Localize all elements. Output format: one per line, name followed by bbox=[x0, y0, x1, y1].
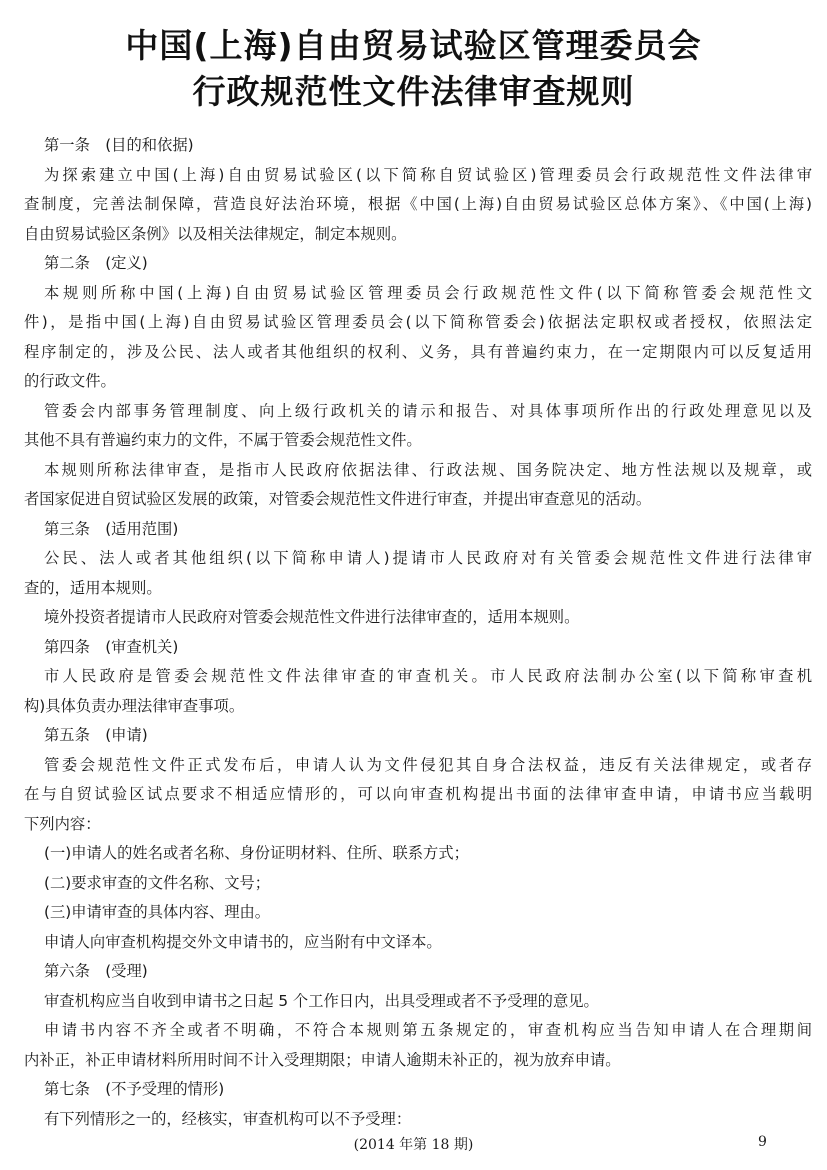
body-text-line: 管委会规范性文件正式发布后，申请人认为文件侵犯其自身合法权益，违反有关法律规定，或者存 bbox=[44, 755, 812, 774]
body-text-line: 件)，是指中国(上海)自由贸易试验区管理委员会(以下简称管委会)依据法定职权或者授权，依照法定 bbox=[24, 313, 812, 331]
body-text-line: 构)具体负责办理法律审查事项。 bbox=[24, 696, 245, 715]
body-text-line: (三)申请审查的具体内容、理由。 bbox=[44, 903, 271, 921]
body-text-line: 查制度，完善法制保障，营造良好法治环境，根据《中国(上海)自由贸易试验区总体方案》、《中国(上海) bbox=[24, 195, 812, 213]
article-heading: 第一条 (目的和依据) bbox=[44, 136, 194, 154]
body-text-line: 申请人向审查机构提交外文申请书的，应当附有中文译本。 bbox=[44, 932, 442, 951]
body-text-line: 公民、法人或者其他组织(以下简称申请人)提请市人民政府对有关管委会规范性文件进行法律审 bbox=[44, 549, 812, 567]
body-text-line: 者国家促进自贸试验区发展的政策，对管委会规范性文件进行审查，并提出审查意见的活动。 bbox=[24, 490, 652, 508]
body-text-line: 查的，适用本规则。 bbox=[24, 578, 162, 597]
body-text-line: 管委会内部事务管理制度、向上级行政机关的请示和报告、对具体事项所作出的行政处理意见以及 bbox=[44, 401, 812, 420]
body-text-line: 有下列情形之一的，经核实，审查机构可以不予受理： bbox=[44, 1109, 412, 1128]
body-text-line: 其他不具有普遍约束力的文件，不属于管委会规范性文件。 bbox=[24, 431, 422, 449]
article-heading: 第五条 (申请) bbox=[44, 726, 148, 744]
body-text-line: 程序制定的，涉及公民、法人或者其他组织的权利、义务，具有普遍约束力，在一定期限内可以反复适用 bbox=[24, 342, 812, 361]
body-text-line: 为探索建立中国(上海)自由贸易试验区(以下简称自贸试验区)管理委员会行政规范性文件法律审 bbox=[44, 165, 812, 184]
page-number: 9 bbox=[758, 1134, 767, 1150]
body-text-line: 市人民政府是管委会规范性文件法律审查的审查机关。市人民政府法制办公室(以下简称审查机 bbox=[44, 667, 812, 685]
article-heading: 第六条 (受理) bbox=[44, 962, 148, 980]
document-title-line-1: 中国(上海)自由贸易试验区管理委员会 bbox=[125, 26, 702, 65]
body-text-line: 的行政文件。 bbox=[24, 372, 116, 390]
issue-label: (2014 年第 18 期) bbox=[353, 1137, 474, 1153]
body-text-line: 在与自贸试验区试点要求不相适应情形的，可以向审查机构提出书面的法律审查申请，申请书应当载明 bbox=[24, 785, 812, 803]
body-text-line: 自由贸易试验区条例》以及相关法律规定，制定本规则。 bbox=[24, 224, 407, 243]
document-title-line-2: 行政规范性文件法律审查规则 bbox=[192, 72, 635, 111]
body-text-line: 内补正，补正申请材料所用时间不计入受理期限；申请人逾期未补正的，视为放弃申请。 bbox=[24, 1050, 621, 1069]
article-heading: 第七条 (不予受理的情形) bbox=[44, 1080, 225, 1098]
article-heading: 第二条 (定义) bbox=[44, 254, 148, 272]
body-text-line: 申请书内容不齐全或者不明确，不符合本规则第五条规定的，审查机构应当告知申请人在合理期间 bbox=[44, 1021, 812, 1039]
document-body bbox=[24, 131, 812, 1134]
body-text-line: 本规则所称法律审查，是指市人民政府依据法律、行政法规、国务院决定、地方性法规以及规章，或 bbox=[44, 460, 812, 479]
article-heading: 第四条 (审查机关) bbox=[44, 637, 179, 656]
body-text-line: (一)申请人的姓名或者名称、身份证明材料、住所、联系方式； bbox=[44, 844, 469, 862]
body-text-line: 审查机构应当自收到申请书之日起 5 个工作日内，出具受理或者不予受理的意见。 bbox=[44, 991, 599, 1010]
article-heading: 第三条 (适用范围) bbox=[44, 519, 179, 538]
body-text-line: (二)要求审查的文件名称、文号； bbox=[44, 873, 271, 892]
body-text-line: 下列内容： bbox=[24, 814, 101, 833]
body-text-line: 本规则所称中国(上海)自由贸易试验区管理委员会行政规范性文件(以下简称管委会规范性文 bbox=[44, 283, 812, 302]
body-text-line: 境外投资者提请市人民政府对管委会规范性文件进行法律审查的，适用本规则。 bbox=[44, 608, 580, 626]
